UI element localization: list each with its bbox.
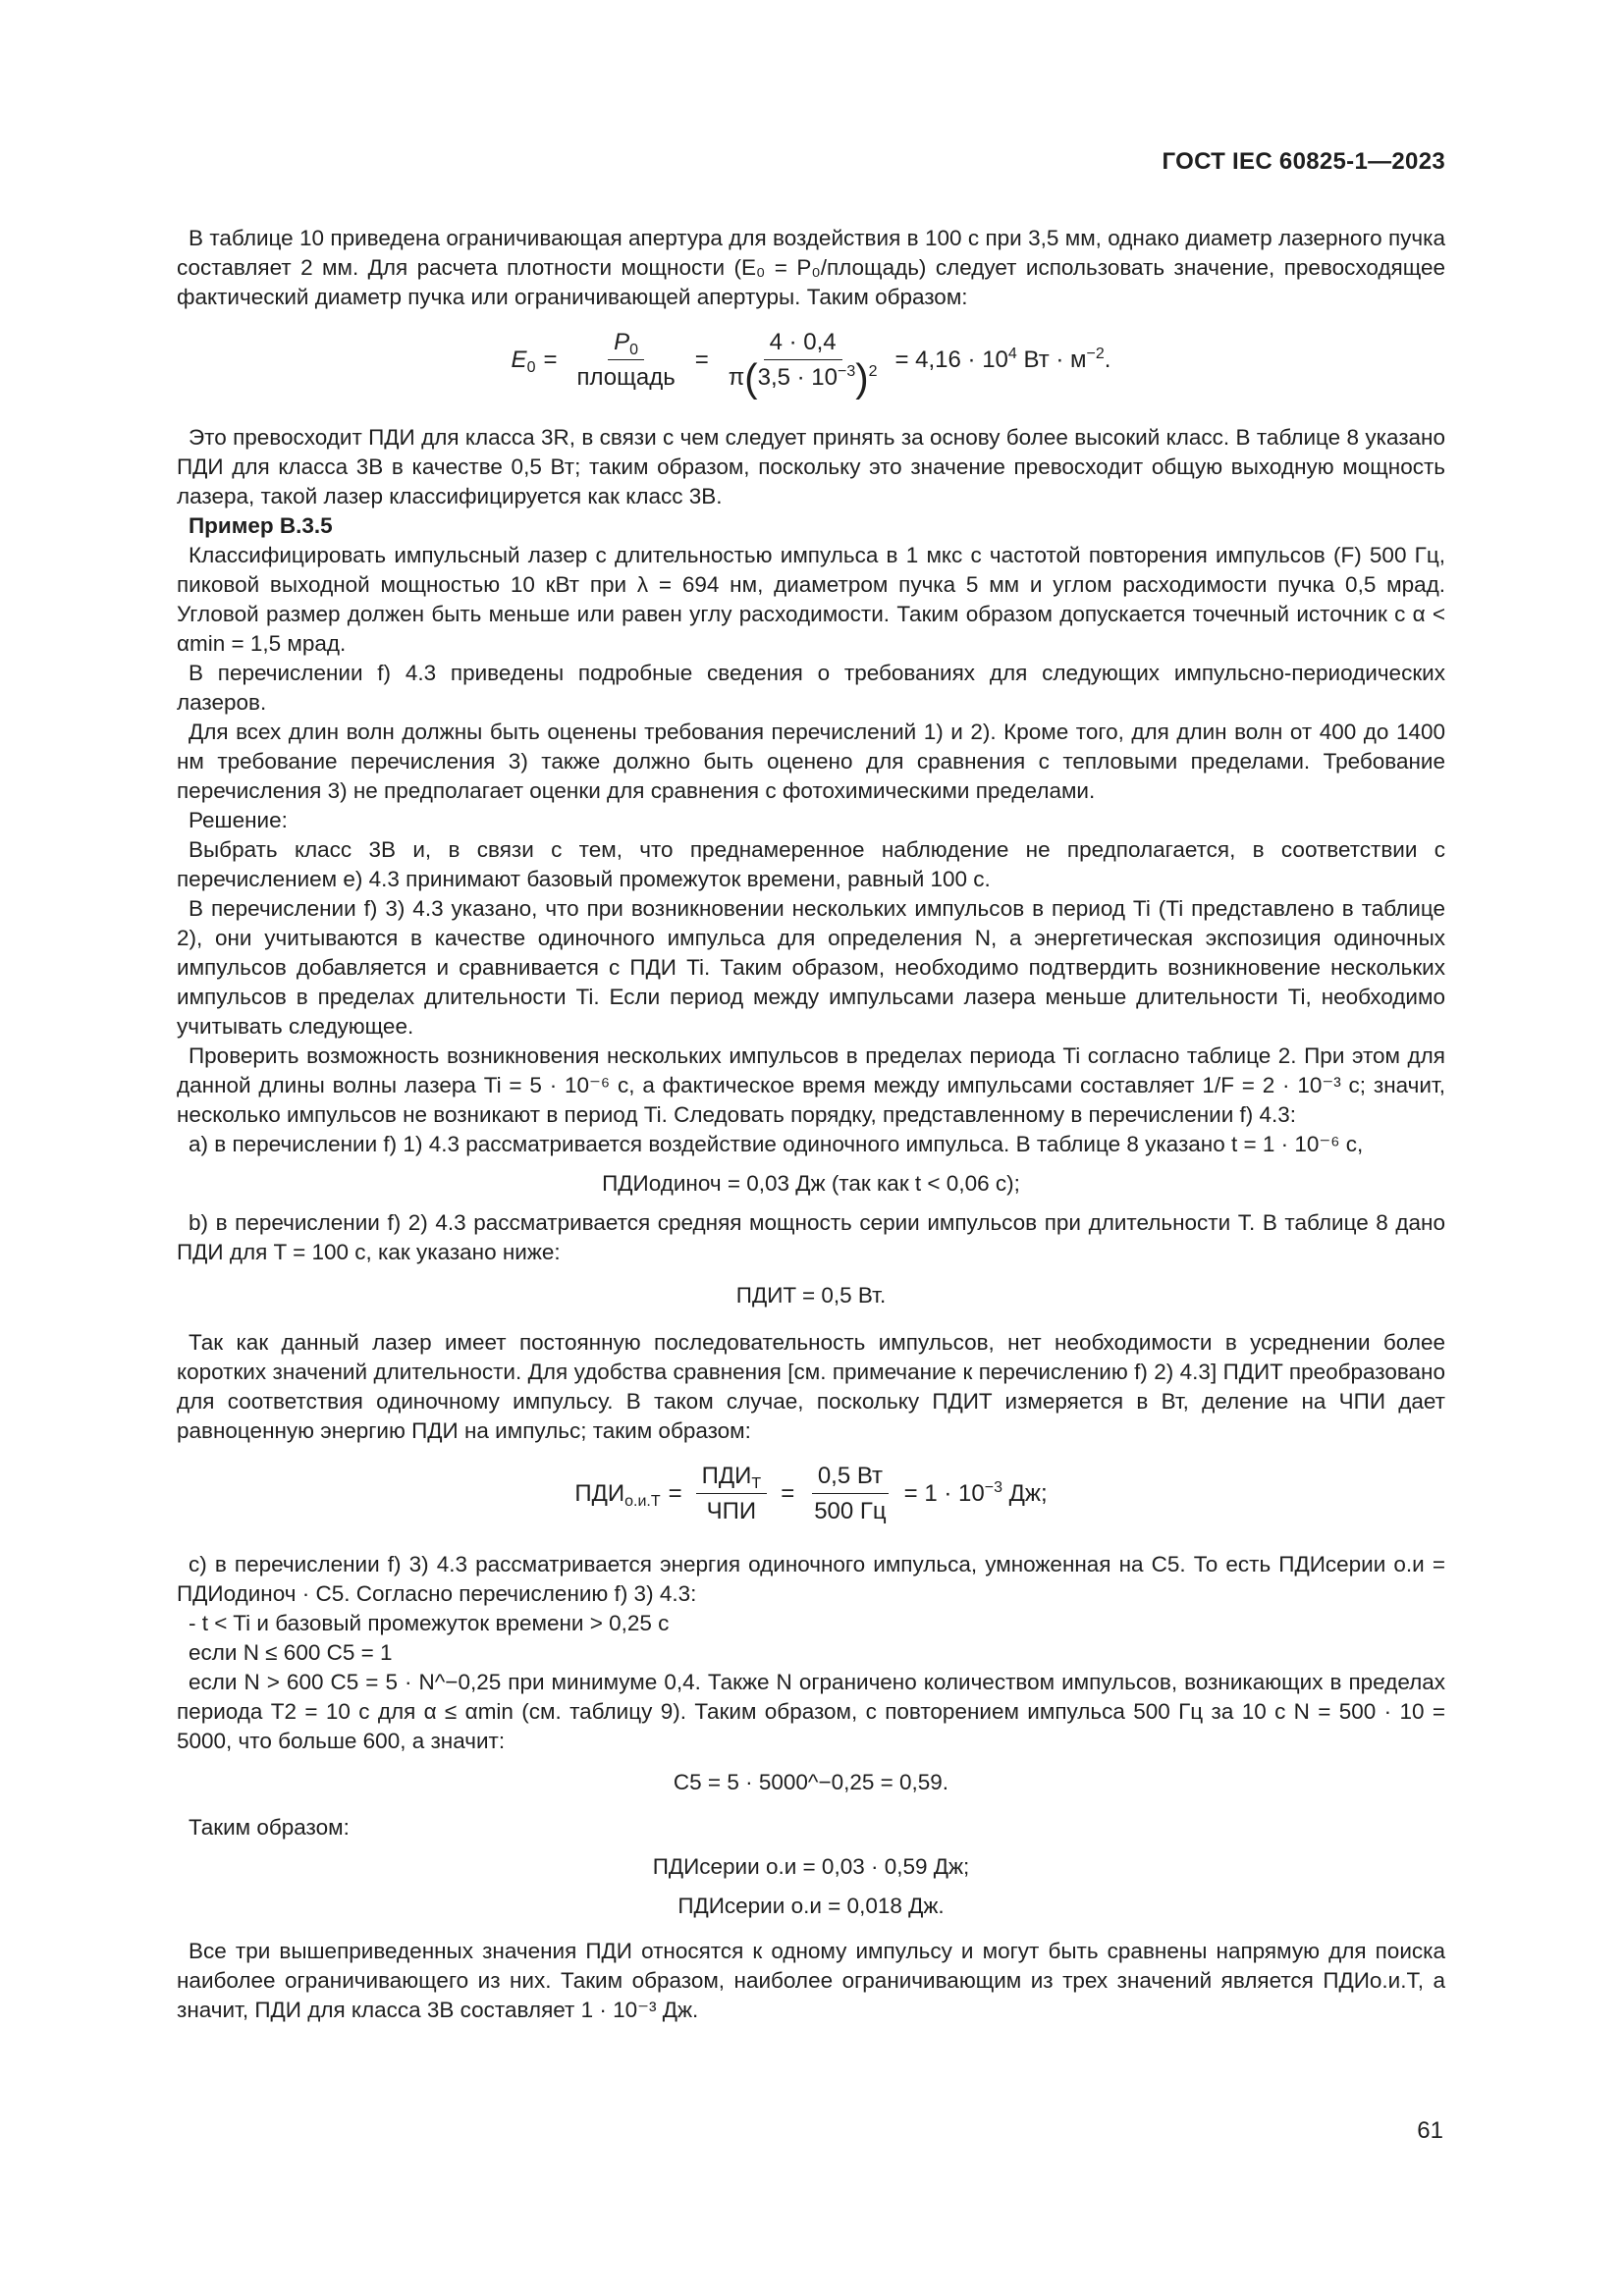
formula-e0-lhs: $E_0$ — [511, 347, 536, 377]
page-number: 61 — [1417, 2117, 1443, 2144]
paragraph-conversion: Так как данный лазер имеет постоянную последовательность импульсов, нет необходимости в усреднении более коротких значений длительности. Для удобства сравнения [см. примечание к перечислению f) 2) 4.3] ПДИT преобразовано для соответствия одиночному импульсу. В таком случае, поскольку ПДИT измеряется в Вт, деление на ЧПИ дает равноценную энергию ПДИ на импульс; таким образом: — [177, 1329, 1445, 1443]
equation-c5: C5 = 5 · 5000^−0,25 = 0,59. — [673, 1769, 949, 1794]
equation-single-pulse: ПДИодиноч = 0,03 Дж (так как t < 0,06 с); — [602, 1170, 1020, 1196]
formula-power-density: $E_0$ = $\frac{P_0}{\text{площадь}}$ = $\frac{4 \cdot 0,4}{\pi(3,5 \cdot 10^{-3})^2}$ = $4,16 \cdot 10^4$ Вт · $м^{-2}$. — [511, 329, 1111, 400]
equation-series-1: ПДИсерии о.и = 0,03 · 0,59 Дж; — [652, 1853, 970, 1879]
example-title: Пример В.3.5 — [189, 512, 333, 538]
paragraph-check-pulses: Проверить возможность возникновения нескольких импульсов в пределах периода Ti согласно таблице 2. При этом для данной длины волны лазера Ti = 5 · 10⁻⁶ с, а фактическое время между импульсами составляет 1/F = 2 · 10⁻³ с; значит, несколько импульсов не возникают в период Ti. Следовать порядку, представленному в перечислении f) 4.3: — [177, 1042, 1445, 1127]
paragraph-example-task: Классифицировать импульсный лазер с длительностью импульса в 1 мкс с частотой повторения импульсов (F) 500 Гц, пиковой выходной мощностью 10 кВт при λ = 694 нм, диаметром пучка 5 мм и углом расходимости пучка 0,5 мрад. Угловой размер должен быть меньше или равен углу расходимости. Таким образом допускается точечный источник с α < αmin = 1,5 мрад. — [177, 542, 1445, 656]
formula-e0-frac2: $\frac{4 \cdot 0,4}{\pi(3,5 \cdot 10^{-3})^2}$ — [728, 329, 878, 400]
paragraph-item-b: b) в перечислении f) 2) 4.3 рассматривается средняя мощность серии импульсов при длительности T. В таблице 8 дано ПДИ для T = 100 с, как указано ниже: — [177, 1209, 1445, 1264]
paragraph-aperture: В таблице 10 приведена ограничивающая апертура для воздействия в 100 с при 3,5 мм, однако диаметр лазерного пучка составляет 2 мм. Для расчета плотности мощности (E₀ = P₀/площадь) следует использовать значение, превосходящее фактический диаметр пучка или ограничивающей апертуры. Таким образом: — [177, 226, 1445, 309]
equation-average-power: ПДИT = 0,5 Вт. — [735, 1282, 887, 1308]
list-item-condition-1: - t < Ti и базовый промежуток времени > 0,25 с — [189, 1610, 670, 1635]
list-item-condition-3: если N > 600 C5 = 5 · N^−0,25 при минимуме 0,4. Также N ограничено количеством импульсов, возникающих в пределах периода T2 = 10 с для α ≤ αmin (см. таблицу 9). Таким образом, с повторением импульса 500 Гц за 10 с N = 500 · 10 = 5000, что больше 600, а значит: — [177, 1669, 1445, 1753]
paragraph-item-c: c) в перечислении f) 3) 4.3 рассматривается энергия одиночного импульса, умноженная на C5. То есть ПДИсерии о.и = ПДИодиноч · C5. Согласно перечислению f) 3) 4.3: — [177, 1551, 1445, 1606]
standard-header: ГОСТ IEC 60825-1—2023 — [1162, 148, 1445, 175]
document-body — [177, 224, 1445, 2025]
paragraph-solution-label: Решение: — [189, 807, 288, 832]
paragraph-wavelength-requirements: Для всех длин волн должны быть оценены требования перечислений 1) и 2). Кроме того, для длин волн от 400 до 1400 нм требование перечисления 3) также должно быть оценено для сравнения с тепловыми пределами. Требование перечисления 3) не предполагает оценки для сравнения с фотохимическими пределами. — [177, 719, 1445, 803]
formula-oit-frac1: $\frac{ПДИ_Т}{\text{ЧПИ}}$ — [696, 1462, 768, 1526]
list-item-condition-2: если N ≤ 600 C5 = 1 — [189, 1639, 393, 1665]
paragraph-multiple-pulses: В перечислении f) 3) 4.3 указано, что при возникновении нескольких импульсов в период Ti (Ti представлено в таблице 2), они учитываются в качестве одиночного импульса для определения N, а энергетическая экспозиция одиночных импульсов добавляется и сравнивается с ПДИ Ti. Таким образом, необходимо подтвердить возникновение нескольких импульсов в пределах длительности Ti. Если период между импульсами лазера меньше длительности Ti, необходимо учитывать следующее. — [177, 895, 1445, 1039]
formula-e0-frac1: $\frac{P_0}{\text{площадь}}$ — [576, 329, 676, 392]
paragraph-class-3b-result: Это превосходит ПДИ для класса 3R, в связи с чем следует принять за основу более высокий класс. В таблице 8 указано ПДИ для класса 3В в качестве 0,5 Вт; таким образом, поскольку это значение превосходит общую выходную мощность лазера, такой лазер классифицируется как класс 3В. — [177, 424, 1445, 508]
paragraph-conclusion: Все три вышеприведенных значения ПДИ относятся к одному импульсу и могут быть сравнены напрямую для поиска наиболее ограничивающего из них. Таким образом, наиболее ограничивающим из трех значений является ПДИо.и.Т, а значит, ПДИ для класса 3В составляет 1 · 10⁻³ Дж. — [177, 1938, 1445, 2022]
formula-oit-frac2: $\frac{0,5 Вт}{500 Гц}$ — [808, 1462, 892, 1526]
paragraph-select-class: Выбрать класс 3В и, в связи с тем, что преднамеренное наблюдение не предполагается, в соответствии с перечислением е) 4.3 принимают базовый промежуток времени, равный 100 с. — [177, 836, 1445, 891]
equation-series-2: ПДИсерии о.и = 0,018 Дж. — [677, 1893, 945, 1918]
formula-single-pulse-energy: $ПДИ_{о.и.Т}$ = $\frac{ПДИ_Т}{\text{ЧПИ}}$ = $\frac{0,5 Вт}{500 Гц}$ = $1 \cdot 10^{-3}$ Дж; — [574, 1462, 1048, 1524]
paragraph-item-a: a) в перечислении f) 1) 4.3 рассматривается воздействие одиночного импульса. В таблице 8 указано t = 1 · 10⁻⁶ с, — [189, 1131, 1364, 1156]
paragraph-requirements-info: В перечислении f) 4.3 приведены подробные сведения о требованиях для следующих импульсно-периодических лазеров. — [177, 660, 1445, 715]
paragraph-thus: Таким образом: — [189, 1814, 350, 1840]
